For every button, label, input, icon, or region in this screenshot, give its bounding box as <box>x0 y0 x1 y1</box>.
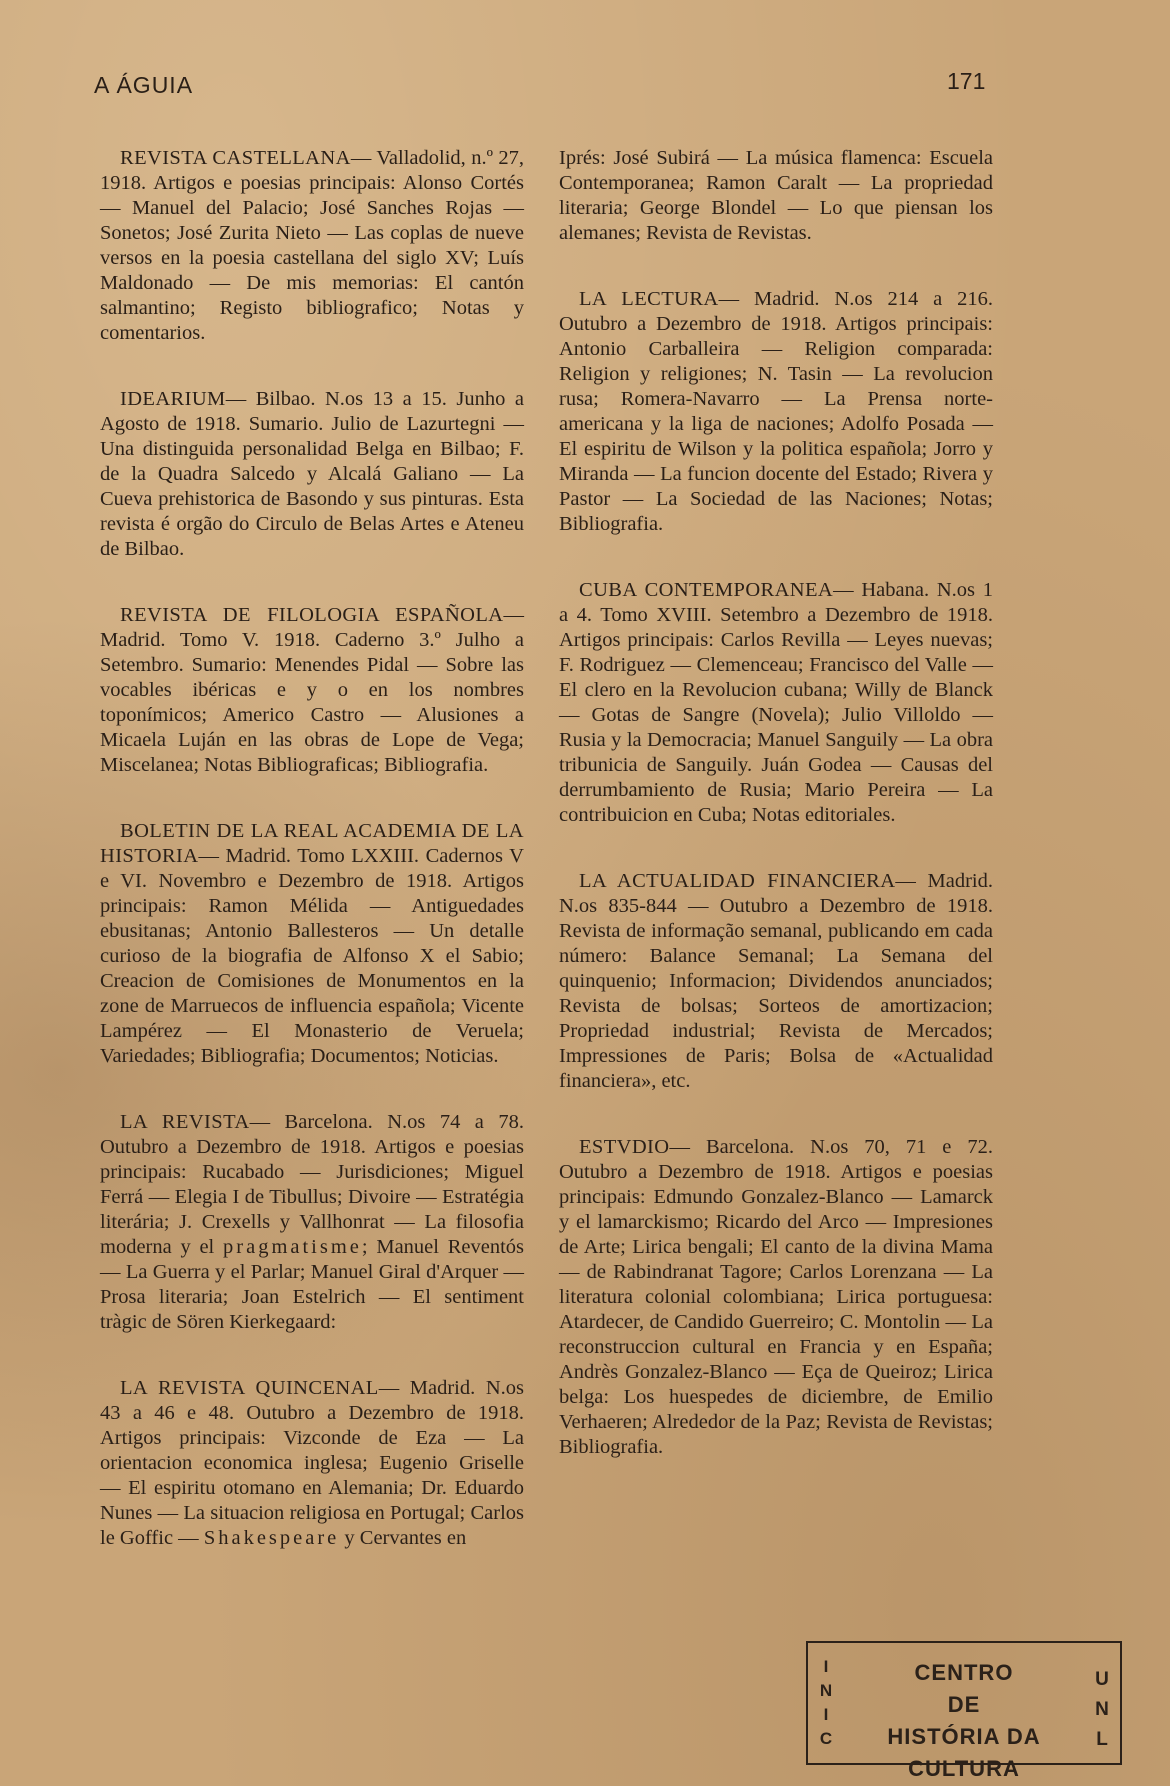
entry-la-revista <box>100 1110 524 1335</box>
stamp-letter: N <box>819 1681 833 1700</box>
entry-body-after: y Cervantes en <box>339 1527 467 1549</box>
stamp-line-2: DE <box>947 1692 981 1717</box>
entry-body: — Bilbao. N.os 13 a 15. Junho a Agosto de 1918. Sumario. Julio de Lazurtegni — Una distinguida personalidad Belga en Bilbao; F. de la Quadra Salcedo y Alcalá Galiano — La Cueva prehistorica de Basondo y sus pinturas. Esta revista é orgão do Circulo de Belas Artes e Ateneu de Bilbao. <box>100 388 524 560</box>
entry-body: — Habana. N.os 1 a 4. Tomo XVIII. Setembro a Dezembro de 1918. Artigos principais: Carlos Revilla — Leyes nuevas; F. Rodriguez — Clemenceau; Francisco del Valle — El clero en la Revolucion cubana; Willy de Blanck — Gotas de Sangre (Novela); Julio Villoldo — Rusia y la Democracia; Manuel Sanguily — La obra tribunicia de Sanguily. Juán Godea — Causas del derrumbamiento de Rusia; Mario Pereira — La contribuicion en Cuba; Notas editoriales. <box>559 579 993 826</box>
entry-body: Iprés: José Subirá — La música flamenca: Escuela Contemporanea; Ramon Caralt — La propriedad literaria; George Blondel — Lo que piensan los alemanes; Revista de Revistas. <box>559 147 993 244</box>
entry-continuation <box>559 146 993 246</box>
entry-body-after: ; Manuel Reventós — La Guerra y el Parlar; Manuel Giral d'Arquer — Prosa literaria; Joan Estelrich — El sentiment tràgic de Sören Kierkegaard: <box>100 1236 525 1333</box>
entry-title: LA REVISTA <box>120 1111 250 1133</box>
entry-revista-castellana <box>100 146 524 346</box>
entry-body: — Madrid. N.os 43 a 46 e 48. Outubro a Dezembro de 1918. Artigos principais: Vizconde de Eza — La orientacion economica inglesa; Eugenio Griselle — El espiritu otomano en Alemania; Dr. Eduardo Nunes — La situacion religiosa en Portugal; Carlos le Goffic — <box>100 1377 524 1549</box>
stamp-line-3: HISTÓRIA DA CULTURA <box>887 1724 1041 1781</box>
entry-estvdio <box>559 1135 993 1460</box>
entry-title: REVISTA CASTELLANA <box>120 147 351 169</box>
entry-title: LA ACTUALIDAD FINANCIERA <box>579 870 896 892</box>
entry-title: LA REVISTA QUINCENAL <box>120 1377 379 1399</box>
entry-la-lectura <box>559 287 993 537</box>
stamp-text <box>848 1657 1080 1785</box>
entry-idearium <box>100 387 524 562</box>
entry-revista-quincenal <box>100 1376 524 1551</box>
entry-body: — Barcelona. N.os 70, 71 e 72. Outubro a Dezembro de 1918. Artigos e poesias principais: Edmundo Gonzalez-Blanco — Lamarck y el lamarckismo; Ricardo del Arco — Impresiones de Arte; Lirica bengali; El canto de la divina Mama — de Rabindranat Tagore; Carlos Lorenzana — La literatura colonial colombiana; Lirica portuguesa: Atardecer, de Candido Guerreiro; C. Montolin — La reconstruccion cultural en Francia y en España; Andrès Gonzalez-Blanco — Eça de Queiroz; Lirica belga: Los huespedes de diciembre, de Emilio Verhaeren; Alrededor de la Paz; Revista de Revistas; Bibliografia. <box>559 1136 993 1458</box>
page-header <box>0 0 1170 110</box>
right-column <box>559 146 993 1501</box>
entry-boletin-academia <box>100 819 524 1069</box>
entry-body: — Madrid. Tomo LXXIII. Cadernos V e VI. Novembro e Dezembro de 1918. Artigos principais: Ramon Mélida — Antiguedades ebusitanas; Antonio Ballesteros — Un detalle curioso de la biografia de Alfonso X el Sabio; Creacion de Comisiones de Monumentos en la zone de Marruecos de influencia española; Vicente Lampérez — El Monasterio de Veruela; Variedades; Bibliografia; Documentos; Noticias. <box>100 845 524 1067</box>
stamp-letter: U <box>1095 1669 1109 1690</box>
stamp-letter: I <box>823 1705 829 1724</box>
entry-title: REVISTA DE FILOLOGIA ESPAÑOLA <box>120 604 504 626</box>
stamp-letter: N <box>1095 1699 1109 1720</box>
entry-body: — Madrid. N.os 835-844 — Outubro a Dezembro de 1918. Revista de informação semanal, publicando em cada número: Balance Semanal; La Semana del quinquenio; Informacion; Dividendos anunciados; Revista de bolsas; Sorteos de amortizacion; Propriedad industrial; Revista de Mercados; Impressiones de Paris; Bolsa de «Actualidad financiera», etc. <box>559 870 993 1092</box>
entry-revista-filologia <box>100 603 524 778</box>
stamp-letter: C <box>819 1729 833 1748</box>
entry-title: CUBA CONTEMPORANEA <box>579 579 834 601</box>
entry-body: — Barcelona. N.os 74 a 78. Outubro a Dezembro de 1918. Artigos e poesias principais: Rucabado — Jurisdiciones; Miguel Ferrá — Elegia I de Tibullus; Divoire — Estratégia literária; J. Crexells y Vallhonrat — La filosofia moderna y el <box>100 1111 524 1258</box>
entry-body: — Madrid. Tomo V. 1918. Caderno 3.º Julho a Setembro. Sumario: Menendes Pidal — Sobre las vocables ibéricas e y o en los nombres toponímicos; Americo Castro — Alusiones a Micaela Luján en las obras de Lope de Vega; Miscelanea; Notas Bibliograficas; Bibliografia. <box>100 604 524 776</box>
stamp-letter: L <box>1096 1729 1108 1750</box>
stamp-right-letters <box>1092 1665 1112 1755</box>
page-number: 171 <box>947 68 986 94</box>
entry-title: ESTVDIO <box>579 1136 670 1158</box>
entry-title: IDEARIUM <box>120 388 226 410</box>
entry-cuba-contemporanea <box>559 578 993 828</box>
stamp-left-letters <box>816 1655 836 1751</box>
entry-body: — Valladolid, n.º 27, 1918. Artigos e poesias principais: Alonso Cortés — Manuel del Palacio; José Sanches Rojas — Sonetos; José Zurita Nieto — Las coplas de nueve versos en la poesia castellana del siglo XV; Luís Maldonado — De mis memorias: El cantón salmantino; Registo bibliografico; Notas y comentarios. <box>100 147 524 344</box>
left-column <box>100 146 524 1592</box>
entry-title: LA LECTURA <box>579 288 719 310</box>
running-head: A ÁGUIA <box>94 72 194 98</box>
entry-title: BOLETIN DE LA REAL ACADEMIA DE LA <box>120 820 524 842</box>
entry-actualidad-financiera <box>559 869 993 1094</box>
entry-title-spaced: HISTORIA <box>100 845 199 867</box>
entry-body: — Madrid. N.os 214 a 216. Outubro a Dezembro de 1918. Artigos principais: Antonio Carballeira — Religion comparada: Religion y religiones; N. Tasin — La revolucion rusa; Romera-Navarro — La Prensa norte-americana y la liga de naciones; Adolfo Posada — El espiritu de Wilson y la politica española; Jorro y Miranda — La funcion docente del Estado; Rivera y Pastor — La Sociedad de las Naciones; Notas; Bibliografia. <box>559 288 993 535</box>
library-stamp <box>806 1641 1122 1781</box>
stamp-line-1: CENTRO <box>914 1660 1014 1685</box>
stamp-letter: I <box>823 1657 829 1676</box>
entry-body-spaced: pragmatisme <box>223 1236 362 1258</box>
entry-body-spaced: Shakespeare <box>203 1527 340 1549</box>
